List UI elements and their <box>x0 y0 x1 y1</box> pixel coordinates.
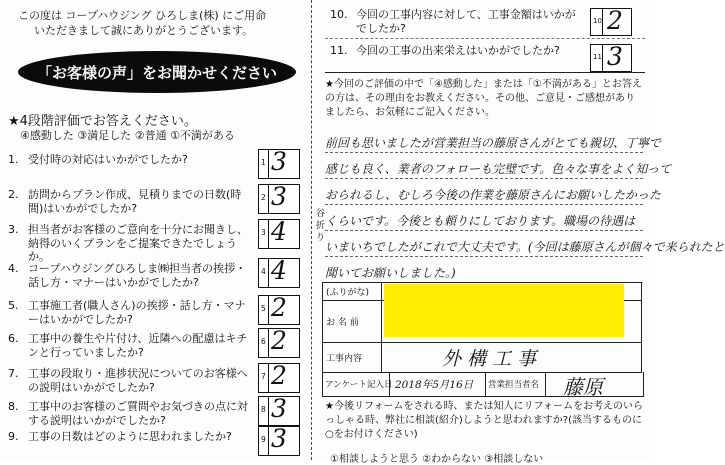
rating-scale: ④感動した ③満足した ②普通 ①不満がある <box>20 129 235 142</box>
answer-box-number: 8 <box>261 405 266 414</box>
question-text: 担当者がお客様のご意向を十分にお聞きし、納得のいくプランをご提案できたでしょうか。 <box>28 223 248 263</box>
answer-box-number: 11 <box>593 53 602 61</box>
question-item <box>330 8 580 35</box>
answer-box[interactable] <box>258 295 300 325</box>
question-text: 工事の日数はどのように思われましたか? <box>28 430 232 443</box>
answer-box[interactable] <box>258 219 300 249</box>
question-item <box>8 332 256 359</box>
question-item <box>8 262 256 289</box>
answer-value: 3 <box>271 394 287 423</box>
question-item <box>8 223 256 264</box>
staff-value: 藤原 <box>563 375 603 399</box>
answer-value: 2 <box>607 6 623 35</box>
reason-prompt: ★今回のご評価の中で「④感動した」または「①不満がある」とお答えの方は、その理由をお教えください。その他、ご意見・ご感想がありましたら、お気軽にご記入ください。 <box>325 79 642 118</box>
answer-box-number: 1 <box>261 158 266 167</box>
question-text: コープハウジングひろしま㈱担当者の挨拶・話し方・マナーはいかがでしたか? <box>28 262 247 289</box>
answer-value: 3 <box>271 147 287 176</box>
comment-line: おられるし、むしろ今後の作業を藤原さんにお願いしたかった <box>325 188 662 202</box>
date-staff-row <box>322 372 644 397</box>
question-number: 10. <box>330 8 348 21</box>
divider <box>485 372 486 396</box>
answer-value: 2 <box>271 293 287 322</box>
question-text: 工事中のお客様のご質問やお気づきの点に対する説明はいかがでしたか? <box>28 400 248 427</box>
question-number: 11. <box>330 44 348 57</box>
header-line-1: この度は コープハウジング ひろしま(株) にご用命 <box>18 9 267 22</box>
redacted-name <box>384 284 624 337</box>
rating-title: ★4段階評価でお答えください。 <box>8 114 197 129</box>
divider <box>389 372 390 396</box>
answer-box-number: 6 <box>261 337 266 346</box>
header-line-2: いただきまして誠にありがとうございます。 <box>34 24 254 37</box>
answer-box[interactable] <box>590 44 632 72</box>
answer-box[interactable] <box>258 149 300 179</box>
comment-line: 聞いてお願いしました。) <box>325 266 456 280</box>
referral-options: ①相談しようと思う ②わからない ③相談しない <box>330 454 544 465</box>
work-value: 外 構 工 事 <box>382 343 642 373</box>
answer-value: 2 <box>271 361 287 390</box>
divider <box>325 72 645 73</box>
answer-value: 3 <box>607 42 623 71</box>
date-value: 2018年5月16日 <box>395 379 474 391</box>
question-item <box>8 430 256 444</box>
ruled-line <box>325 152 643 153</box>
question-text: 工事の段取り・進捗状況についてのお客様への説明はいかがでしたか? <box>28 367 248 394</box>
question-text: 今回の工事の出来栄えはいかがでしたか? <box>356 44 560 57</box>
furigana-label: (ふりがな) <box>323 283 382 301</box>
question-item <box>8 299 256 326</box>
answer-box-number: 9 <box>261 435 266 444</box>
question-text: 訪問からプラン作成、見積りまでの日数(時間)はいかがでしたか? <box>28 188 242 215</box>
staff-label: 営業担当者名 <box>488 380 540 390</box>
divider <box>545 372 546 396</box>
answer-box[interactable] <box>258 426 300 456</box>
answer-box[interactable] <box>258 258 300 288</box>
date-label: アンケート記入日 <box>325 380 393 390</box>
fold-label: 谷 折 り <box>316 209 326 243</box>
answer-box-number: 2 <box>261 193 266 202</box>
answer-box[interactable] <box>258 363 300 393</box>
answer-box[interactable] <box>258 184 300 214</box>
question-item <box>8 400 256 427</box>
comment-line: いまいちでしたがこれで大丈夫です。(今回は藤原さんが個々で来られたと <box>325 240 725 254</box>
question-text: 受付時の対応はいかがでしたか? <box>28 153 188 166</box>
answer-box-number: 10 <box>593 17 602 25</box>
answer-box-number: 5 <box>261 304 266 313</box>
answer-value: 2 <box>271 326 287 355</box>
question-item <box>330 44 580 58</box>
question-text: 工事施工者(職人さん)の挨拶・話し方・マナーはいかがでしたか? <box>28 299 246 326</box>
question-number: 9. <box>8 430 19 443</box>
comment-line: くらいです。今後とも頼りにしております。職場の待遇は <box>325 214 636 228</box>
question-number: 2. <box>8 188 19 201</box>
answer-value: 4 <box>271 256 287 285</box>
answer-value: 4 <box>271 217 287 246</box>
answer-box-number: 3 <box>261 228 266 237</box>
question-item <box>8 153 256 167</box>
answer-value: 3 <box>271 424 287 453</box>
header <box>18 8 266 38</box>
ruled-line <box>325 256 643 257</box>
question-text: 今回の工事内容に対して、工事金額はいかがでしたか? <box>356 8 576 35</box>
question-item <box>8 367 256 394</box>
work-label: 工事内容 <box>323 343 382 373</box>
question-text: 工事中の養生や片付け、近隣への配慮はキチンと行っていましたか? <box>28 332 248 359</box>
fold-line <box>311 0 312 460</box>
referral-question: ★今後リフォームをされる時、または知人にリフォームをお考えのいらっしゃる時、弊社に相談(紹介)しようと思われますか?(該当するものに○をお付けください) <box>325 401 643 440</box>
question-number: 3. <box>8 223 19 236</box>
ruled-line <box>325 230 643 231</box>
answer-value: 3 <box>271 182 287 211</box>
question-number: 8. <box>8 400 19 413</box>
comment-line: 感じも良く、業者のフォローも完璧です。色々な事をよく知って <box>325 162 672 176</box>
divider <box>325 38 645 39</box>
ruled-line <box>325 178 643 179</box>
comment-line: 前回も思いましたが営業担当の藤原さんがとても親切、丁寧で <box>325 136 662 150</box>
answer-box[interactable] <box>258 328 300 358</box>
ruled-line <box>325 204 643 205</box>
name-label: お 名 前 <box>323 301 382 343</box>
answer-box[interactable] <box>590 8 632 36</box>
banner: 「お客様の声」をお聞かせください <box>18 51 296 93</box>
answer-box[interactable] <box>258 396 300 426</box>
question-number: 4. <box>8 262 19 275</box>
question-number: 7. <box>8 367 19 380</box>
answer-box-number: 7 <box>261 372 266 381</box>
question-number: 6. <box>8 332 19 345</box>
answer-box-number: 4 <box>261 267 266 276</box>
question-number: 1. <box>8 153 19 166</box>
question-number: 5. <box>8 299 19 312</box>
question-item <box>8 188 256 215</box>
